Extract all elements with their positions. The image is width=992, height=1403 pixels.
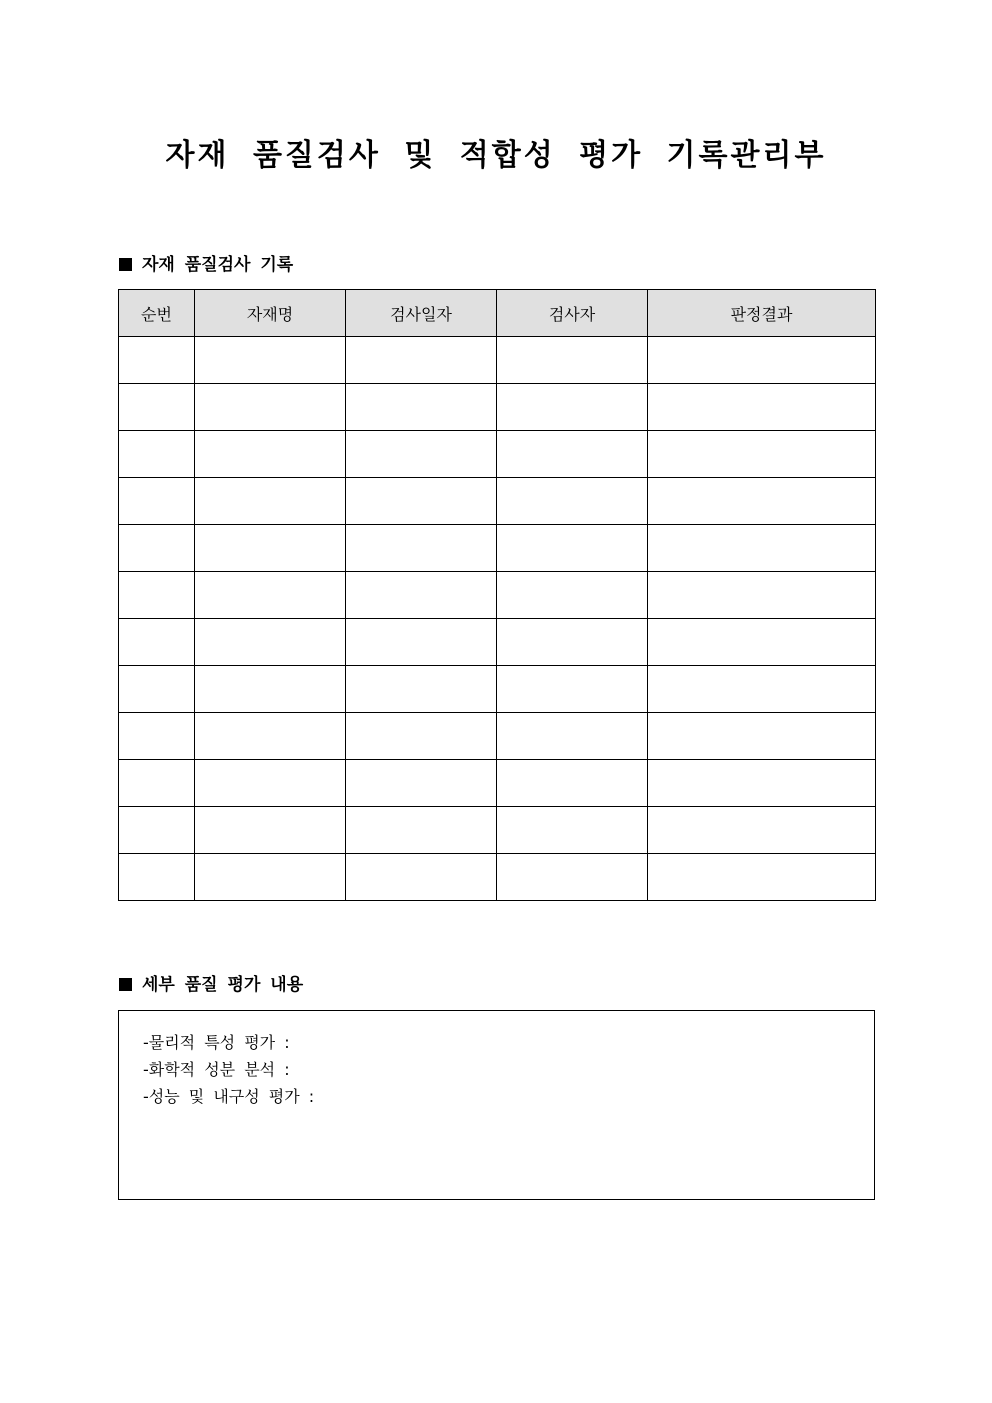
table-cell-inspection-date[interactable]	[346, 807, 497, 854]
table-cell-inspection-date[interactable]	[346, 854, 497, 901]
table-cell-material-name[interactable]	[195, 572, 346, 619]
inspection-section-heading-text: 자재 품질검사 기록	[142, 255, 294, 275]
table-cell-judgment-result[interactable]	[648, 478, 876, 525]
column-header-number: 순번	[119, 290, 195, 337]
table-header-row	[119, 290, 876, 337]
table-cell-number[interactable]	[119, 760, 195, 807]
table-cell-material-name[interactable]	[195, 478, 346, 525]
table-cell-inspector[interactable]	[497, 478, 648, 525]
table-cell-material-name[interactable]	[195, 666, 346, 713]
table-cell-number[interactable]	[119, 431, 195, 478]
table-cell-inspector[interactable]	[497, 713, 648, 760]
table-cell-material-name[interactable]	[195, 384, 346, 431]
table-cell-inspection-date[interactable]	[346, 478, 497, 525]
table-cell-inspection-date[interactable]	[346, 666, 497, 713]
square-bullet-icon	[119, 978, 132, 991]
table-cell-inspector[interactable]	[497, 572, 648, 619]
table-row	[119, 854, 876, 901]
table-cell-inspection-date[interactable]	[346, 384, 497, 431]
table-cell-inspector[interactable]	[497, 431, 648, 478]
table-cell-inspector[interactable]	[497, 666, 648, 713]
chemical-composition-analysis-line: -화학적 성분 분석 :	[143, 1060, 290, 1079]
table-cell-material-name[interactable]	[195, 854, 346, 901]
table-row	[119, 572, 876, 619]
table-cell-material-name[interactable]	[195, 713, 346, 760]
table-row	[119, 666, 876, 713]
table-cell-number[interactable]	[119, 713, 195, 760]
table-cell-inspection-date[interactable]	[346, 760, 497, 807]
table-cell-judgment-result[interactable]	[648, 807, 876, 854]
table-cell-number[interactable]	[119, 525, 195, 572]
table-cell-material-name[interactable]	[195, 807, 346, 854]
table-row	[119, 431, 876, 478]
table-row	[119, 384, 876, 431]
table-cell-number[interactable]	[119, 337, 195, 384]
table-cell-judgment-result[interactable]	[648, 666, 876, 713]
table-cell-judgment-result[interactable]	[648, 337, 876, 384]
physical-property-evaluation-line: -물리적 특성 평가 :	[143, 1033, 290, 1052]
table-row	[119, 760, 876, 807]
column-header-material-name: 자재명	[195, 290, 346, 337]
page-title: 자재 품질검사 및 적합성 평가 기록관리부	[165, 138, 827, 173]
detail-evaluation-box	[118, 1010, 875, 1200]
table-cell-judgment-result[interactable]	[648, 384, 876, 431]
table-cell-inspection-date[interactable]	[346, 337, 497, 384]
table-row	[119, 807, 876, 854]
detail-section-heading	[119, 974, 303, 996]
table-cell-judgment-result[interactable]	[648, 572, 876, 619]
table-cell-inspector[interactable]	[497, 807, 648, 854]
table-cell-number[interactable]	[119, 572, 195, 619]
table-cell-material-name[interactable]	[195, 619, 346, 666]
table-row	[119, 337, 876, 384]
table-cell-inspector[interactable]	[497, 525, 648, 572]
table-cell-judgment-result[interactable]	[648, 431, 876, 478]
column-header-inspector: 검사자	[497, 290, 648, 337]
table-body	[119, 337, 876, 901]
table-cell-inspection-date[interactable]	[346, 619, 497, 666]
column-header-judgment-result: 판정결과	[648, 290, 876, 337]
table-cell-inspector[interactable]	[497, 337, 648, 384]
column-header-inspection-date: 검사일자	[346, 290, 497, 337]
table-cell-inspector[interactable]	[497, 384, 648, 431]
table-row	[119, 478, 876, 525]
performance-durability-evaluation-line: -성능 및 내구성 평가 :	[143, 1087, 315, 1106]
table-cell-inspection-date[interactable]	[346, 525, 497, 572]
table-cell-material-name[interactable]	[195, 760, 346, 807]
table-cell-judgment-result[interactable]	[648, 619, 876, 666]
table-cell-material-name[interactable]	[195, 337, 346, 384]
table-cell-judgment-result[interactable]	[648, 525, 876, 572]
table-cell-judgment-result[interactable]	[648, 713, 876, 760]
table-cell-inspection-date[interactable]	[346, 713, 497, 760]
table-row	[119, 713, 876, 760]
table-row	[119, 619, 876, 666]
table-cell-number[interactable]	[119, 384, 195, 431]
inspection-section-heading	[119, 254, 293, 276]
table-cell-judgment-result[interactable]	[648, 854, 876, 901]
table-cell-inspection-date[interactable]	[346, 572, 497, 619]
table-cell-inspection-date[interactable]	[346, 431, 497, 478]
table-cell-number[interactable]	[119, 478, 195, 525]
table-cell-judgment-result[interactable]	[648, 760, 876, 807]
table-row	[119, 525, 876, 572]
table-cell-number[interactable]	[119, 666, 195, 713]
detail-lines	[143, 1029, 314, 1110]
square-bullet-icon	[119, 258, 132, 271]
detail-section-heading-text: 세부 품질 평가 내용	[142, 975, 304, 995]
table-cell-material-name[interactable]	[195, 431, 346, 478]
table-cell-inspector[interactable]	[497, 760, 648, 807]
table-cell-number[interactable]	[119, 854, 195, 901]
inspection-record-table	[118, 289, 876, 901]
table-cell-inspector[interactable]	[497, 619, 648, 666]
table-cell-number[interactable]	[119, 619, 195, 666]
table-cell-inspector[interactable]	[497, 854, 648, 901]
table-cell-number[interactable]	[119, 807, 195, 854]
table-cell-material-name[interactable]	[195, 525, 346, 572]
